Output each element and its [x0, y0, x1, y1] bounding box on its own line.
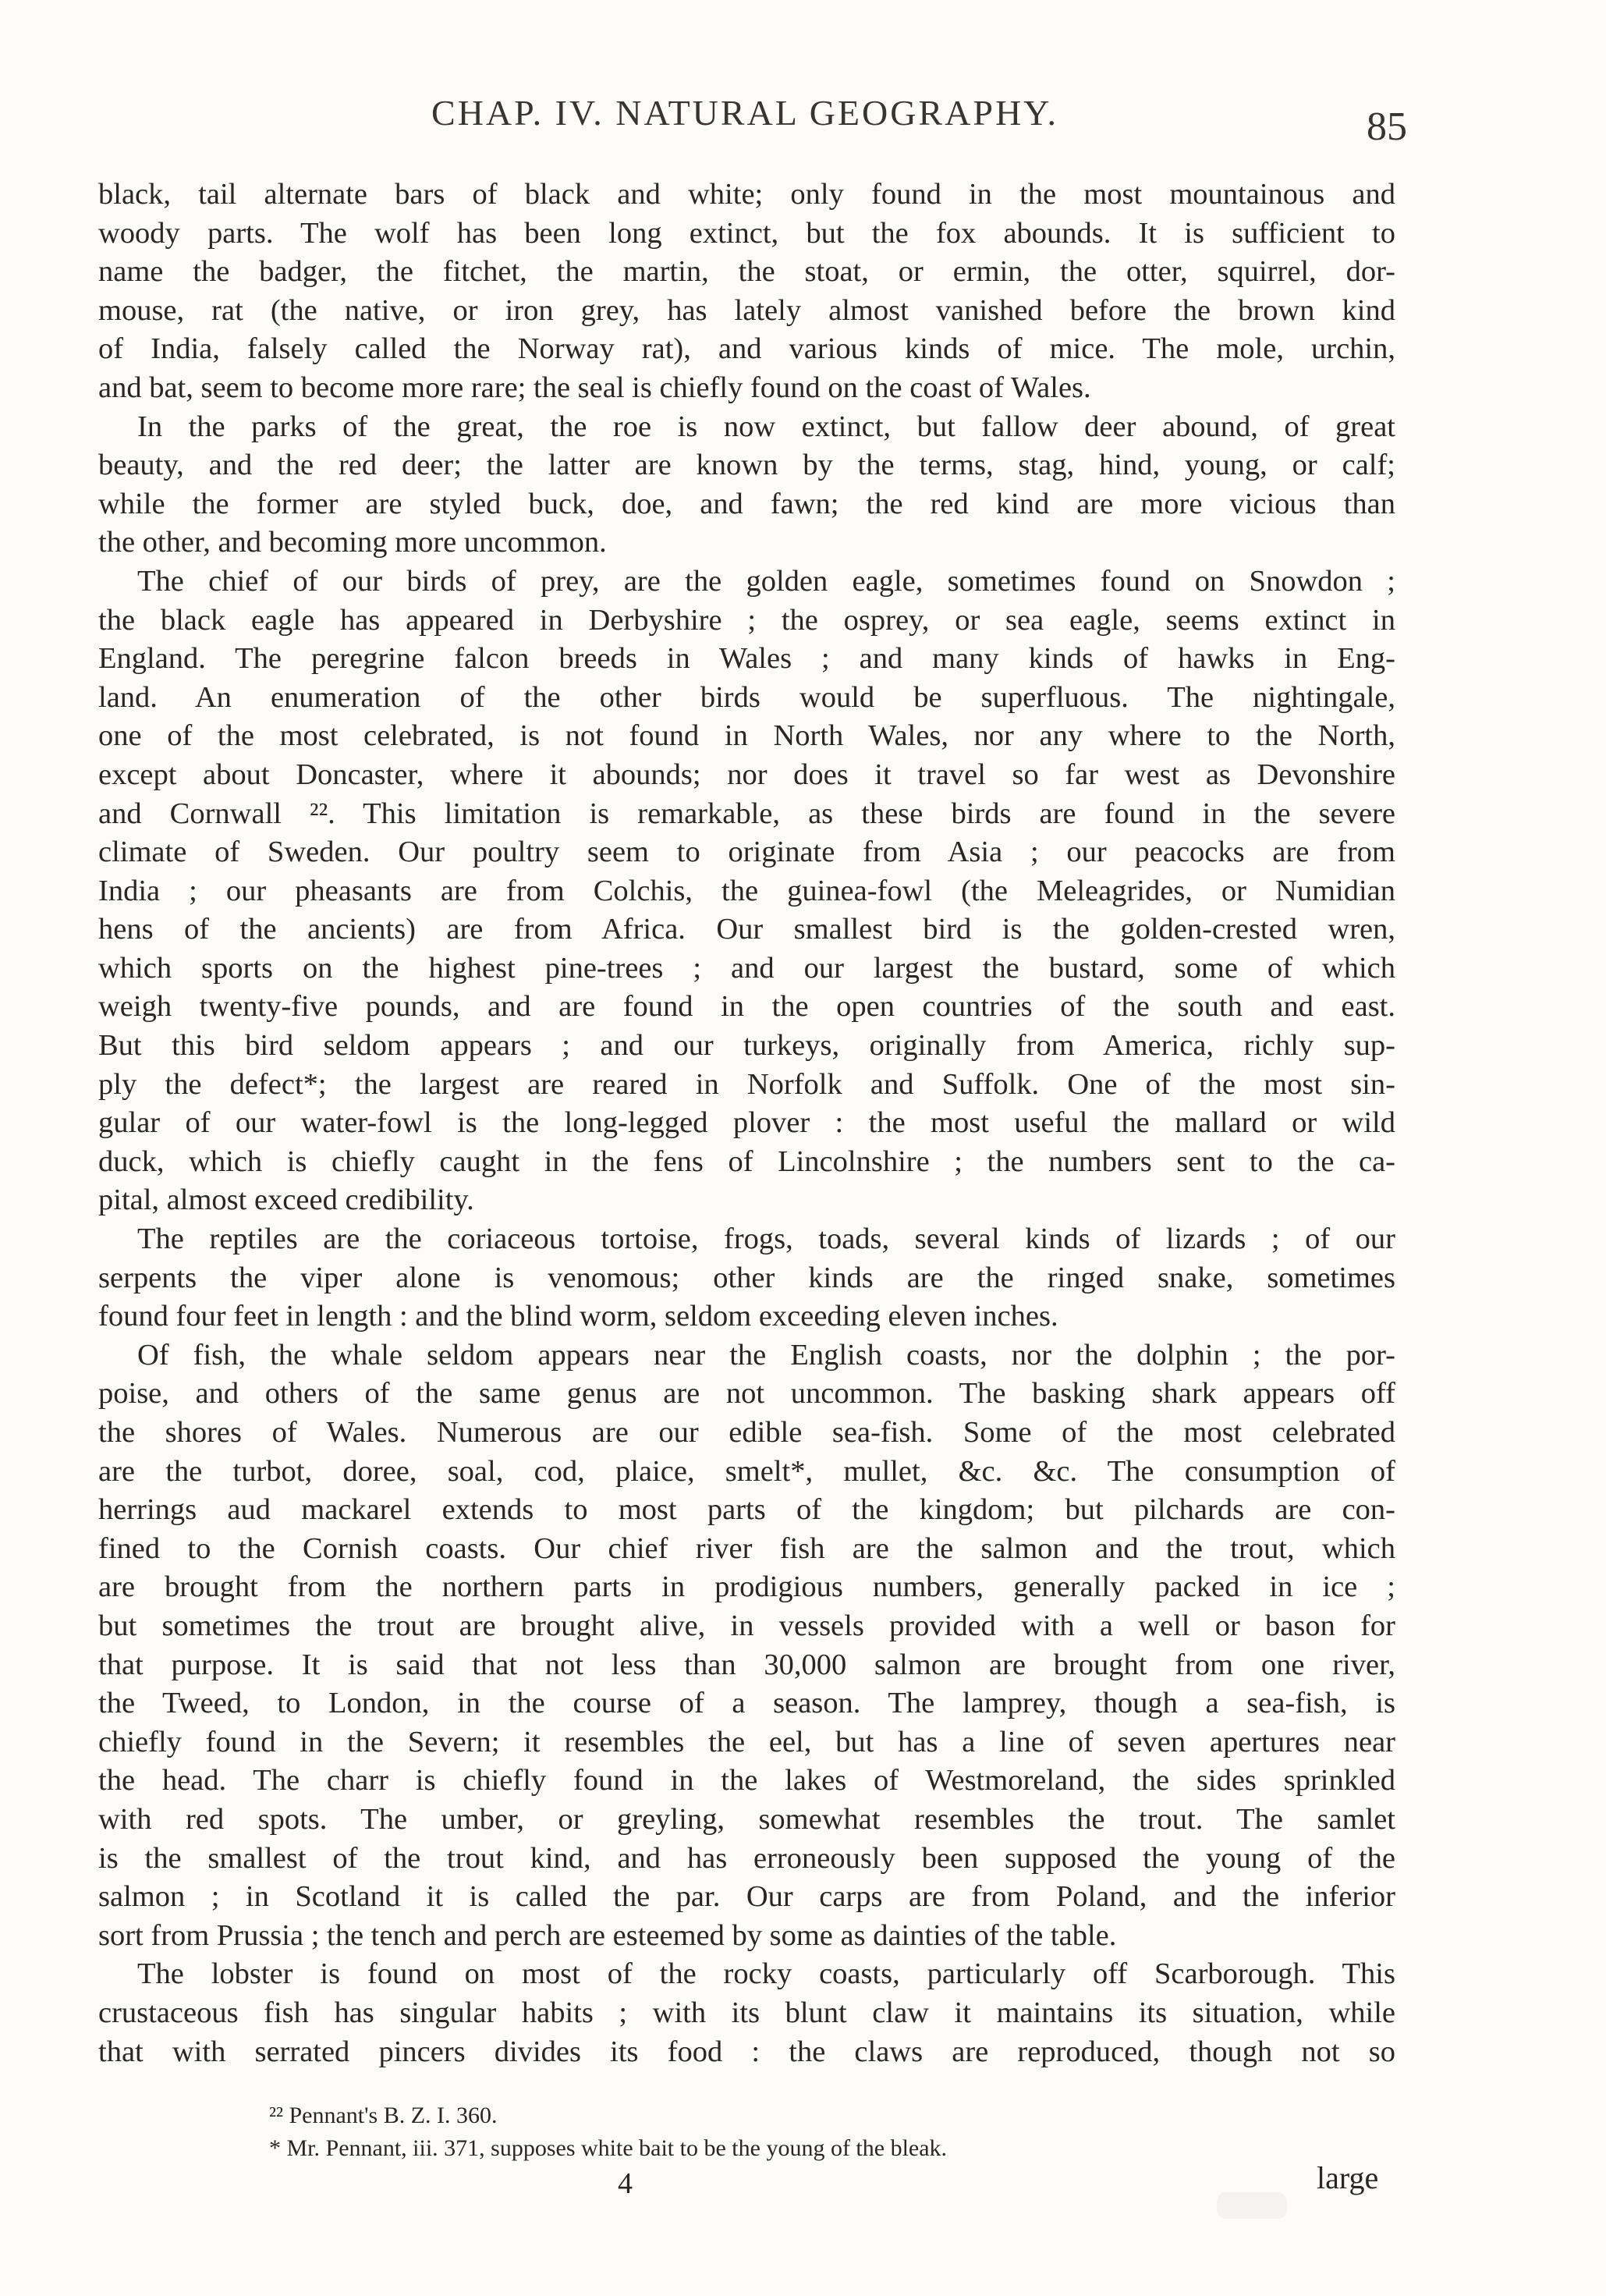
text-line: climate of Sweden. Our poultry seem to originate from Asia ; our peacocks are from	[98, 836, 1395, 869]
footnote-22: ²² Pennant's B. Z. I. 360.	[269, 2103, 498, 2128]
text-line: one of the most celebrated, is not found in North Wales, nor any where to the North,	[98, 719, 1395, 753]
text-line: hens of the ancients) are from Africa. Our smallest bird is the golden-crested wren,	[98, 913, 1395, 946]
text-line: and bat, seem to become more rare; the seal is chiefly found on the coast of Wales.	[98, 371, 1091, 404]
text-line: the black eagle has appeared in Derbyshire ; the osprey, or sea eagle, seems extinct in	[98, 603, 1395, 637]
text-line: herrings aud mackarel extends to most parts of the kingdom; but pilchards are con-	[98, 1493, 1395, 1527]
text-line: of India, falsely called the Norway rat), and various kinds of mice. The mole, urchin,	[98, 332, 1395, 366]
text-line: salmon ; in Scotland it is called the par. Our carps are from Poland, and the inferior	[98, 1880, 1395, 1914]
text-line: but sometimes the trout are brought alive, in vessels provided with a well or bason for	[98, 1609, 1395, 1642]
text-line: are the turbot, doree, soal, cod, plaice, smelt*, mullet, &c. &c. The consumption of	[98, 1454, 1395, 1488]
signature-mark: 4	[618, 2167, 633, 2200]
text-line: black, tail alternate bars of black and white; only found in the most mountainous and	[98, 178, 1395, 211]
text-line: But this bird seldom appears ; and our turkeys, originally from America, richly sup-	[98, 1029, 1395, 1063]
text-line: with red spots. The umber, or greyling, somewhat resembles the trout. The samlet	[98, 1802, 1395, 1836]
text-line: fined to the Cornish coasts. Our chief river fish are the salmon and the trout, which	[98, 1531, 1395, 1565]
text-line: ply the defect*; the largest are reared in Norfolk and Suffolk. One of the most sin-	[98, 1067, 1395, 1101]
text-line: duck, which is chiefly caught in the fens of Lincolnshire ; the numbers sent to the ca-	[98, 1144, 1395, 1178]
text-line: name the badger, the fitchet, the martin, the stoat, or ermin, the otter, squirrel, dor-	[98, 255, 1395, 289]
text-line: Of fish, the whale seldom appears near the English coasts, nor the dolphin ; the por-	[137, 1338, 1395, 1372]
text-line: while the former are styled buck, doe, and fawn; the red kind are more vicious than	[98, 487, 1395, 520]
footnote-asterisk: * Mr. Pennant, iii. 371, supposes white bait to be the young of the bleak.	[269, 2135, 948, 2161]
text-line: the head. The charr is chiefly found in the lakes of Westmoreland, the sides sprinkled	[98, 1764, 1395, 1797]
text-line: chiefly found in the Severn; it resembles the eel, but has a line of seven apertures near	[98, 1725, 1395, 1758]
text-line: the shores of Wales. Numerous are our edible sea-fish. Some of the most celebrated	[98, 1416, 1395, 1449]
text-line: land. An enumeration of the other birds would be superfluous. The nightingale,	[98, 680, 1395, 714]
bleed-through-smudge	[1217, 2192, 1287, 2219]
text-line: weigh twenty-five pounds, and are found in the open countries of the south and east.	[98, 990, 1395, 1024]
page-number: 85	[1367, 105, 1407, 149]
text-line: except about Doncaster, where it abounds; nor does it travel so far west as Devonshire	[98, 758, 1395, 791]
text-line: is the smallest of the trout kind, and has erroneously been supposed the young of the	[98, 1841, 1395, 1875]
catchword: large	[1317, 2160, 1379, 2195]
body-text	[98, 176, 1395, 2071]
text-line: are brought from the northern parts in prodigious numbers, generally packed in ice ;	[98, 1570, 1395, 1604]
footnotes	[269, 2099, 1205, 2165]
text-line: serpents the viper alone is venomous; other kinds are the ringed snake, sometimes	[98, 1261, 1395, 1294]
text-line: woody parts. The wolf has been long extinct, but the fox abounds. It is sufficient to	[98, 216, 1395, 250]
running-head: CHAP. IV. NATURAL GEOGRAPHY.	[431, 93, 1058, 133]
text-line: England. The peregrine falcon breeds in Wales ; and many kinds of hawks in Eng-	[98, 642, 1395, 676]
text-line: The lobster is found on most of the rocky coasts, particularly off Scarborough. This	[137, 1957, 1395, 1991]
text-line: The chief of our birds of prey, are the golden eagle, sometimes found on Snowdon ;	[137, 564, 1395, 598]
text-line: crustaceous fish has singular habits ; with its blunt claw it maintains its situation, while	[98, 1996, 1395, 2029]
text-line: that with serrated pincers divides its food : the claws are reproduced, though not so	[98, 2035, 1395, 2068]
text-line: pital, almost exceed credibility.	[98, 1183, 474, 1217]
text-line: found four feet in length : and the blind worm, seldom exceeding eleven inches.	[98, 1300, 1058, 1333]
text-line: gular of our water-fowl is the long-legged plover : the most useful the mallard or wild	[98, 1106, 1395, 1140]
text-line: the Tweed, to London, in the course of a season. The lamprey, though a sea-fish, is	[98, 1687, 1395, 1720]
text-line: the other, and becoming more uncommon.	[98, 526, 607, 559]
text-line: mouse, rat (the native, or iron grey, has lately almost vanished before the brown kind	[98, 293, 1395, 327]
text-line: sort from Prussia ; the tench and perch are esteemed by some as dainties of the table.	[98, 1918, 1117, 1952]
text-line: poise, and others of the same genus are not uncommon. The basking shark appears off	[98, 1377, 1395, 1411]
text-line: beauty, and the red deer; the latter are known by the terms, stag, hind, young, or calf;	[98, 449, 1395, 482]
text-line: that purpose. It is said that not less than 30,000 salmon are brought from one river,	[98, 1648, 1395, 1681]
text-line: which sports on the highest pine-trees ; and our largest the bustard, some of which	[98, 951, 1395, 985]
text-line: India ; our pheasants are from Colchis, the guinea-fowl (the Meleagrides, or Numidian	[98, 874, 1395, 907]
text-line: The reptiles are the coriaceous tortoise, frogs, toads, several kinds of lizards ; of our	[137, 1223, 1395, 1256]
text-line: and Cornwall ²². This limitation is remarkable, as these birds are found in the severe	[98, 797, 1395, 830]
text-line: In the parks of the great, the roe is now extinct, but fallow deer abound, of great	[137, 410, 1395, 443]
